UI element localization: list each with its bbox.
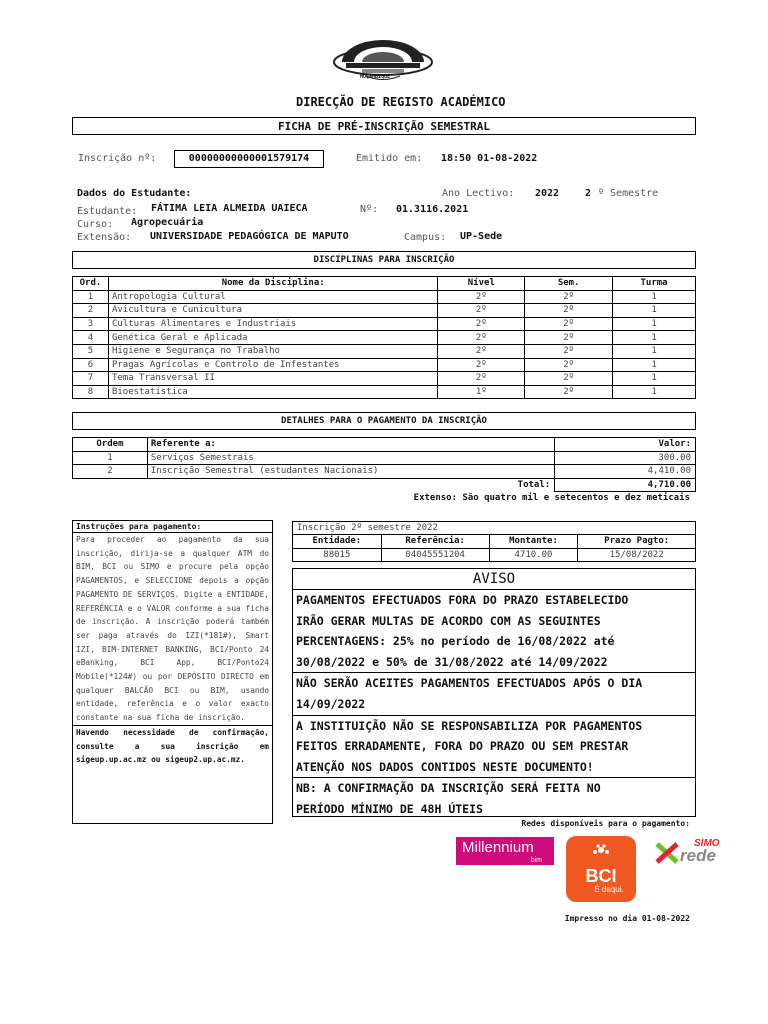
total-value: 4,710.00: [555, 478, 696, 492]
notice-line: NÃO SERÃO ACEITES PAGAMENTOS EFECTUADOS APÓS O DIA: [296, 676, 643, 691]
cell: 2º: [525, 331, 613, 345]
cell: 2º: [525, 344, 613, 358]
cell: Bioestatística: [108, 385, 437, 399]
cell: Avicultura e Cunicultura: [108, 304, 437, 318]
millennium-logo-sub: bim: [530, 857, 542, 864]
col-ord: Ord.: [73, 277, 109, 291]
notice-block-3: [293, 716, 695, 779]
notice-line: PERCENTAGENS: 25% no período de 16/08/2022 até: [296, 634, 615, 649]
col-ref: Referência:: [381, 535, 489, 548]
extension-value: UNIVERSIDADE PEDAGÓGICA DE MAPUTO: [150, 231, 349, 242]
disciplines-title: DISCIPLINAS PARA INSCRIÇÃO: [313, 255, 455, 265]
issued-label: Emitido em:: [356, 153, 423, 164]
notice-line: 14/09/2022: [296, 696, 366, 711]
cell: 1: [613, 317, 696, 331]
table-row: [73, 317, 696, 331]
notice-line: PAGAMENTOS EFECTUADOS FORA DO PRAZO ESTABELECIDO: [296, 593, 629, 607]
cell: 7: [73, 372, 109, 386]
cell: 2º: [438, 358, 525, 372]
cell: 300.00: [555, 451, 696, 465]
disciplines-title-box: [72, 251, 696, 269]
reference-header-row: [293, 535, 696, 548]
instructions-title: Instruções para pagamento:: [73, 521, 272, 533]
notice-line: ATENÇÃO NOS DADOS CONTIDOS NESTE DOCUMENTO!: [296, 759, 594, 774]
cell: 1: [613, 358, 696, 372]
cell: 2º: [525, 372, 613, 386]
cell: 2º: [525, 304, 613, 318]
simo-x-icon: [654, 840, 680, 866]
cell: 2º: [525, 358, 613, 372]
campus-value: UP-Sede: [460, 231, 503, 242]
col-level: Nível: [438, 277, 525, 291]
cell: 2º: [525, 290, 613, 304]
year-value: 2022: [535, 188, 560, 199]
cell: Antropologia Cultural: [108, 290, 437, 304]
cell: Tema Transversal II: [108, 372, 437, 386]
cell: 2º: [438, 317, 525, 331]
cell: Higiene e Segurança no Trabalho: [108, 344, 437, 358]
student-number: 01.3116.2021: [396, 204, 469, 215]
table-row: [73, 372, 696, 386]
semester-value: 2: [585, 188, 592, 199]
cell: 8: [73, 385, 109, 399]
deadline-value: 15/08/2022: [578, 548, 696, 561]
cell: 5: [73, 344, 109, 358]
col-class: Turma: [613, 277, 696, 291]
cell: 1º: [438, 385, 525, 399]
cell: 6: [73, 358, 109, 372]
notice-line: A INSTITUIÇÃO NÃO SE RESPONSABILIZA POR PAGAMENTOS: [296, 718, 643, 733]
student-section-title: Dados do Estudante:: [77, 188, 192, 199]
table-row: [73, 331, 696, 345]
cell: 3: [73, 317, 109, 331]
registration-number: 00000000000001579174: [174, 150, 324, 168]
cell: 1: [613, 372, 696, 386]
disciplines-table: [72, 276, 696, 399]
table-row: [73, 451, 696, 465]
course-value: Agropecuária: [131, 217, 204, 228]
amount-in-words: Extenso: São quatro mil e setecentos e dez meticais: [413, 493, 690, 503]
reference-caption: Inscrição 2º semestre 2022: [293, 522, 696, 535]
payment-table: [72, 437, 696, 492]
cell: 1: [73, 451, 148, 465]
table-row: [73, 465, 696, 479]
cell: 2º: [525, 317, 613, 331]
notice-line: 30/08/2022 e 50% de 31/08/2022 até 14/09/2022: [296, 654, 608, 669]
notice-block-2: [293, 673, 695, 715]
confirmation-note: Havendo necessidade de confirmação, consulte a sua inscrição em sigeup.up.ac.mz ou sigeup2.up.ac.mz.: [76, 727, 269, 765]
notice-line: IRÃO GERAR MULTAS DE ACORDO COM AS SEGUINTES: [296, 613, 601, 628]
cell: Genética Geral e Aplicada: [108, 331, 437, 345]
table-row: [73, 304, 696, 318]
notice-box: [292, 568, 696, 817]
year-label: Ano Lectivo:: [442, 188, 515, 199]
table-row: [73, 358, 696, 372]
cell: 4: [73, 331, 109, 345]
payment-title-box: [72, 412, 696, 430]
total-label: Total:: [517, 480, 551, 491]
col-sem: Sem.: [525, 277, 613, 291]
notice-block-4: [293, 778, 695, 819]
table-row: [73, 385, 696, 399]
course-label: Curso:: [77, 219, 114, 230]
cell: 1: [613, 304, 696, 318]
amount-value: 4710.00: [489, 548, 578, 561]
col-deadline: Prazo Pagto:: [578, 535, 696, 548]
emblem-caption: MOÇAMBIQUE: [360, 74, 391, 80]
cell: 2º: [438, 331, 525, 345]
directorate-title: DIRECÇÃO DE REGISTO ACADÉMICO: [296, 95, 506, 109]
payment-header-row: [73, 438, 696, 452]
cell: 4,410.00: [555, 465, 696, 479]
millennium-logo: [456, 837, 554, 865]
cell: 1: [73, 290, 109, 304]
cell: 2º: [438, 290, 525, 304]
registration-label: Inscrição nº:: [78, 153, 157, 164]
col-reference: Referente a:: [147, 438, 554, 452]
cell: 1: [613, 344, 696, 358]
instructions-box: [72, 520, 273, 824]
form-title-box: [72, 117, 696, 135]
disciplines-header-row: [73, 277, 696, 291]
bci-logo: [566, 836, 636, 902]
notice-line: NB: A CONFIRMAÇÃO DA INSCRIÇÃO SERÁ FEITA NO: [296, 781, 601, 796]
notice-line: FEITOS ERRADAMENTE, FORA DO PRAZO OU SEM PRESTAR: [296, 739, 629, 754]
simo-rede-logo: [654, 838, 746, 868]
cell: Inscrição Semestral (estudantes Nacionais): [147, 465, 554, 479]
printed-date: Impresso no dia 01-08-2022: [564, 914, 690, 923]
semester-label: º Semestre: [598, 188, 659, 199]
reference-value-row: [293, 548, 696, 561]
payment-reference-table: [292, 521, 696, 562]
cell: 2: [73, 304, 109, 318]
cell: 2º: [438, 344, 525, 358]
instructions-body: Para proceder ao pagamento da sua inscrição, dirija-se a qualquer ATM do BIM, BCI ou SIMO e procure pela opção PAGAMENTOS, e SELECCIONE depois a opção PAGAMENTO DE SERVIÇOS. Digite a ENTIDADE, REFERÊNCIA e o VALOR conforme a sua ficha de inscrição. A inscrição poderá também ser paga através do IZI(*181#), Smart IZI, BIM-INTERNET BANKING, BCI/Ponto 24 eBanking, BCI App, BCI/Ponto24 Mobile(*124#) ou por DEPÓSITO DIRECTO em qualquer BALCÃO BCI ou BIM, usando entidade, referência e o valor exacto constante na sua ficha de inscrição.: [73, 533, 272, 726]
form-title: FICHA DE PRÉ-INSCRIÇÃO SEMESTRAL: [278, 120, 490, 133]
bci-logo-text: BCI: [585, 866, 617, 886]
reference-value: 04045551204: [381, 548, 489, 561]
student-name: FÁTIMA LEIA ALMEIDA UAIECA: [151, 203, 308, 214]
cell: 2º: [438, 372, 525, 386]
networks-label: Redes disponíveis para o pagamento:: [521, 819, 690, 828]
rede-logo-text: rede: [680, 846, 716, 865]
col-order: Ordem: [73, 438, 148, 452]
cell: Culturas Alimentares e Industriais: [108, 317, 437, 331]
table-row: [73, 344, 696, 358]
cell: 2: [73, 465, 148, 479]
cell: 1: [613, 331, 696, 345]
cell: 2º: [525, 385, 613, 399]
campus-label: Campus:: [404, 232, 447, 243]
cell: 2º: [438, 304, 525, 318]
entity-value: 88015: [293, 548, 382, 561]
col-amount: Montante:: [489, 535, 578, 548]
notice-line: PERÍODO MÍNIMO DE 48H ÚTEIS: [296, 801, 483, 816]
bci-logo-sub: É daqui.: [594, 885, 624, 894]
issued-value: 18:50 01-08-2022: [441, 153, 538, 164]
simo-logo-text: SIMO: [694, 838, 720, 849]
cell: 1: [613, 290, 696, 304]
cell: Pragas Agrícolas e Controlo de Infestantes: [108, 358, 437, 372]
col-entity: Entidade:: [293, 535, 382, 548]
cell: Serviços Semestrais: [147, 451, 554, 465]
col-name: Nome da Disciplina:: [108, 277, 437, 291]
notice-title: AVISO: [293, 569, 695, 590]
millennium-logo-text: Millennium: [462, 839, 534, 856]
extension-label: Extensão:: [77, 232, 132, 243]
total-row: [73, 478, 696, 492]
table-row: [73, 290, 696, 304]
student-number-label: Nº:: [360, 204, 379, 215]
cell: 1: [613, 385, 696, 399]
col-value: Valor:: [555, 438, 696, 452]
payment-title: DETALHES PARA O PAGAMENTO DA INSCRIÇÃO: [281, 416, 487, 426]
student-name-label: Estudante:: [77, 206, 138, 217]
notice-block-1: [293, 590, 695, 673]
bci-flower-icon: [586, 842, 616, 862]
